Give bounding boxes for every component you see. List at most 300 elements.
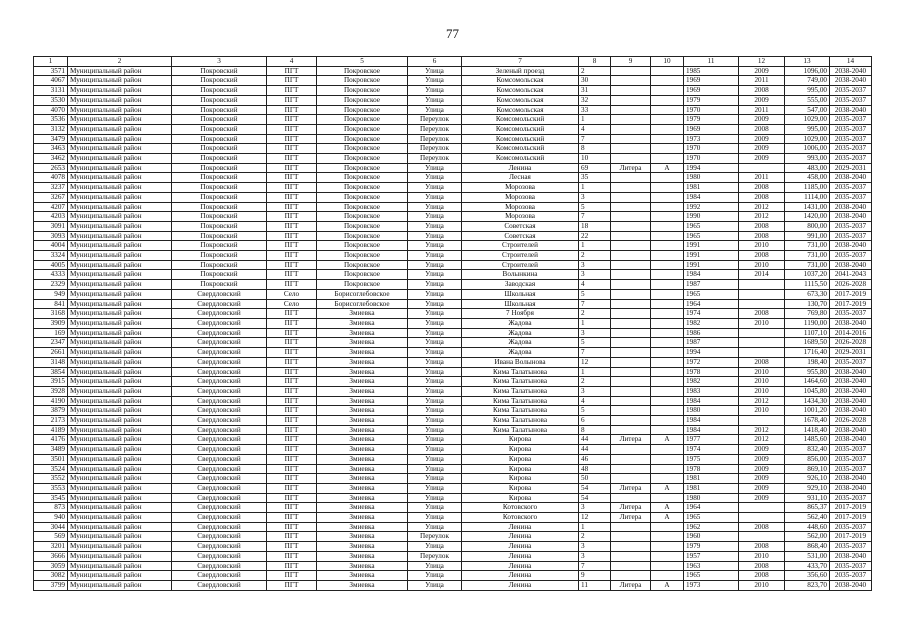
- table-row: [34, 406, 872, 416]
- table-cell: ПГТ: [267, 561, 317, 571]
- table-cell: Змиевка: [317, 580, 408, 590]
- table-cell: Муниципальный район: [68, 212, 172, 222]
- table-cell: 3552: [34, 474, 68, 484]
- table-cell: Улица: [408, 173, 462, 183]
- table-cell: [611, 86, 651, 96]
- table-cell: 823,70: [785, 580, 830, 590]
- table-cell: Муниципальный район: [68, 396, 172, 406]
- table-cell: 2653: [34, 163, 68, 173]
- table-cell: Муниципальный район: [68, 542, 172, 552]
- table-cell: А: [651, 483, 684, 493]
- table-cell: ПГТ: [267, 105, 317, 115]
- table-cell: ПГТ: [267, 406, 317, 416]
- table-cell: 5: [579, 406, 611, 416]
- table-cell: 3928: [34, 386, 68, 396]
- table-cell: 4176: [34, 435, 68, 445]
- table-cell: [651, 183, 684, 193]
- table-cell: 8: [579, 144, 611, 154]
- table-cell: ПГТ: [267, 124, 317, 134]
- table-cell: Морозова: [462, 192, 579, 202]
- table-cell: 569: [34, 532, 68, 542]
- table-cell: Кима Талатынова: [462, 396, 579, 406]
- table-cell: 2038-2040: [830, 173, 872, 183]
- table-cell: 841: [34, 299, 68, 309]
- table-cell: Муниципальный район: [68, 192, 172, 202]
- table-cell: 1969: [684, 86, 739, 96]
- table-cell: Муниципальный район: [68, 386, 172, 396]
- table-cell: [611, 260, 651, 270]
- table-cell: 1689,50: [785, 338, 830, 348]
- column-number-header: 10: [651, 57, 684, 67]
- table-cell: Жадова: [462, 328, 579, 338]
- table-cell: Переулок: [408, 154, 462, 164]
- table-cell: Змиевка: [317, 318, 408, 328]
- table-cell: 1984: [684, 270, 739, 280]
- page-number: 77: [446, 26, 459, 41]
- table-cell: 2012: [739, 202, 785, 212]
- table-cell: 2035-2037: [830, 493, 872, 503]
- table-row: [34, 115, 872, 125]
- table-cell: 2012: [739, 212, 785, 222]
- table-cell: 1678,40: [785, 416, 830, 426]
- table-cell: 2009: [739, 445, 785, 455]
- table-cell: Муниципальный район: [68, 95, 172, 105]
- table-cell: 4070: [34, 105, 68, 115]
- table-cell: Жадова: [462, 348, 579, 358]
- table-cell: Покровское: [317, 144, 408, 154]
- table-cell: 1981: [684, 483, 739, 493]
- table-cell: 1982: [684, 377, 739, 387]
- table-row: [34, 124, 872, 134]
- table-cell: Змиевка: [317, 338, 408, 348]
- table-cell: Покровское: [317, 163, 408, 173]
- table-cell: Змиевка: [317, 483, 408, 493]
- table-cell: Кирова: [462, 435, 579, 445]
- table-cell: ПГТ: [267, 86, 317, 96]
- table-cell: ПГТ: [267, 280, 317, 290]
- table-cell: Улица: [408, 338, 462, 348]
- table-cell: 1962: [684, 522, 739, 532]
- table-cell: Муниципальный район: [68, 251, 172, 261]
- table-cell: Свердловский: [172, 338, 267, 348]
- table-cell: Муниципальный район: [68, 270, 172, 280]
- table-cell: 4005: [34, 260, 68, 270]
- table-cell: [651, 522, 684, 532]
- table-cell: Свердловский: [172, 318, 267, 328]
- table-row: [34, 309, 872, 319]
- table-cell: Муниципальный район: [68, 357, 172, 367]
- table-cell: 2008: [739, 309, 785, 319]
- table-cell: Покровское: [317, 192, 408, 202]
- table-cell: [651, 309, 684, 319]
- table-cell: Муниципальный район: [68, 377, 172, 387]
- table-cell: Улица: [408, 561, 462, 571]
- table-cell: Свердловский: [172, 474, 267, 484]
- table-cell: 562,40: [785, 513, 830, 523]
- table-cell: Покровский: [172, 212, 267, 222]
- table-cell: 1984: [684, 425, 739, 435]
- table-cell: ПГТ: [267, 134, 317, 144]
- table-cell: Свердловский: [172, 454, 267, 464]
- table-cell: 2008: [739, 561, 785, 571]
- table-cell: 1: [579, 318, 611, 328]
- table-cell: Улица: [408, 435, 462, 445]
- table-cell: 1986: [684, 328, 739, 338]
- table-cell: 2010: [739, 377, 785, 387]
- table-cell: А: [651, 580, 684, 590]
- table-cell: ПГТ: [267, 542, 317, 552]
- table-cell: 2038-2040: [830, 202, 872, 212]
- table-cell: 1980: [684, 173, 739, 183]
- table-cell: Свердловский: [172, 571, 267, 581]
- table-cell: ПГТ: [267, 580, 317, 590]
- table-cell: ПГТ: [267, 163, 317, 173]
- table-cell: Свердловский: [172, 513, 267, 523]
- table-cell: 1: [579, 522, 611, 532]
- table-cell: 2038-2040: [830, 396, 872, 406]
- table-cell: Змиевка: [317, 532, 408, 542]
- table-cell: 3148: [34, 357, 68, 367]
- table-cell: Покровский: [172, 163, 267, 173]
- table-cell: 2038-2040: [830, 212, 872, 222]
- table-row: [34, 95, 872, 105]
- table-cell: Покровский: [172, 183, 267, 193]
- table-cell: [739, 503, 785, 513]
- table-cell: А: [651, 503, 684, 513]
- table-cell: 3059: [34, 561, 68, 571]
- table-cell: Муниципальный район: [68, 483, 172, 493]
- table-cell: Литера: [611, 503, 651, 513]
- table-cell: Покровский: [172, 134, 267, 144]
- table-cell: 3666: [34, 551, 68, 561]
- table-cell: [611, 551, 651, 561]
- table-cell: [651, 445, 684, 455]
- table-cell: ПГТ: [267, 318, 317, 328]
- table-cell: Свердловский: [172, 425, 267, 435]
- table-cell: 4004: [34, 241, 68, 251]
- table-cell: Улица: [408, 464, 462, 474]
- table-cell: 1984: [684, 416, 739, 426]
- table-cell: 2008: [739, 357, 785, 367]
- table-cell: Змиевка: [317, 542, 408, 552]
- table-cell: [611, 251, 651, 261]
- table-cell: 926,10: [785, 474, 830, 484]
- table-cell: Строителей: [462, 251, 579, 261]
- table-cell: Улица: [408, 309, 462, 319]
- table-row: [34, 66, 872, 76]
- table-cell: [651, 318, 684, 328]
- table-cell: 2: [579, 66, 611, 76]
- table-cell: [611, 328, 651, 338]
- table-cell: 1981: [684, 183, 739, 193]
- table-cell: 1983: [684, 386, 739, 396]
- table-cell: Муниципальный район: [68, 231, 172, 241]
- table-cell: 731,00: [785, 260, 830, 270]
- table-cell: 30: [579, 76, 611, 86]
- table-cell: Муниципальный район: [68, 328, 172, 338]
- table-cell: 2009: [739, 95, 785, 105]
- table-cell: Муниципальный район: [68, 299, 172, 309]
- table-cell: ПГТ: [267, 270, 317, 280]
- table-cell: Муниципальный район: [68, 76, 172, 86]
- table-cell: 3131: [34, 86, 68, 96]
- table-cell: 2009: [739, 144, 785, 154]
- table-cell: Кима Талатынова: [462, 386, 579, 396]
- table-cell: 50: [579, 474, 611, 484]
- table-cell: Покровское: [317, 115, 408, 125]
- table-row: [34, 348, 872, 358]
- table-cell: 483,00: [785, 163, 830, 173]
- table-cell: [611, 318, 651, 328]
- table-cell: 2038-2040: [830, 435, 872, 445]
- table-cell: 1001,20: [785, 406, 830, 416]
- table-cell: 2014: [739, 270, 785, 280]
- table-cell: 3267: [34, 192, 68, 202]
- table-cell: Покровское: [317, 66, 408, 76]
- table-cell: Улица: [408, 192, 462, 202]
- table-cell: [651, 328, 684, 338]
- table-cell: [651, 212, 684, 222]
- table-cell: Улица: [408, 580, 462, 590]
- table-cell: Змиевка: [317, 348, 408, 358]
- table-row: [34, 493, 872, 503]
- table-cell: 198,40: [785, 357, 830, 367]
- table-cell: Покровский: [172, 202, 267, 212]
- table-cell: 2038-2040: [830, 105, 872, 115]
- table-cell: Змиевка: [317, 367, 408, 377]
- table-cell: [651, 66, 684, 76]
- table-cell: Муниципальный район: [68, 318, 172, 328]
- table-cell: ПГТ: [267, 231, 317, 241]
- table-cell: 2038-2040: [830, 66, 872, 76]
- table-cell: Свердловский: [172, 532, 267, 542]
- table-cell: 2008: [739, 251, 785, 261]
- table-cell: 2017-2019: [830, 289, 872, 299]
- table-cell: 2038-2040: [830, 474, 872, 484]
- table-cell: 1: [579, 183, 611, 193]
- table-row: [34, 328, 872, 338]
- table-cell: [651, 95, 684, 105]
- table-cell: [651, 251, 684, 261]
- table-cell: Улица: [408, 367, 462, 377]
- table-row: [34, 377, 872, 387]
- table-cell: Змиевка: [317, 513, 408, 523]
- table-cell: Улица: [408, 231, 462, 241]
- table-cell: 8: [579, 425, 611, 435]
- table-cell: 1464,60: [785, 377, 830, 387]
- table-cell: Улица: [408, 76, 462, 86]
- table-cell: Покровский: [172, 241, 267, 251]
- table-cell: Змиевка: [317, 386, 408, 396]
- table-cell: 931,10: [785, 493, 830, 503]
- table-cell: [739, 532, 785, 542]
- table-cell: Улица: [408, 348, 462, 358]
- table-cell: ПГТ: [267, 144, 317, 154]
- table-cell: 69: [579, 163, 611, 173]
- table-cell: Улица: [408, 474, 462, 484]
- table-cell: [651, 144, 684, 154]
- column-number-header: 3: [172, 57, 267, 67]
- table-row: [34, 280, 872, 290]
- table-cell: Муниципальный район: [68, 464, 172, 474]
- table-cell: Муниципальный район: [68, 289, 172, 299]
- table-cell: 433,70: [785, 561, 830, 571]
- table-cell: Свердловский: [172, 348, 267, 358]
- table-cell: Свердловский: [172, 377, 267, 387]
- table-cell: 458,00: [785, 173, 830, 183]
- table-cell: [739, 280, 785, 290]
- table-cell: ПГТ: [267, 66, 317, 76]
- table-cell: 2035-2037: [830, 464, 872, 474]
- table-cell: Покровский: [172, 95, 267, 105]
- table-cell: Улица: [408, 328, 462, 338]
- table-cell: Комсомольская: [462, 105, 579, 115]
- table-cell: 1978: [684, 367, 739, 377]
- table-cell: Свердловский: [172, 503, 267, 513]
- table-cell: [651, 241, 684, 251]
- table-cell: Муниципальный район: [68, 406, 172, 416]
- table-row: [34, 357, 872, 367]
- table-cell: [611, 221, 651, 231]
- table-cell: [651, 231, 684, 241]
- table-cell: Улица: [408, 396, 462, 406]
- table-cell: 1973: [684, 134, 739, 144]
- table-cell: 2: [579, 251, 611, 261]
- table-cell: Кирова: [462, 493, 579, 503]
- table-cell: Улица: [408, 95, 462, 105]
- table-cell: ПГТ: [267, 416, 317, 426]
- table-cell: Змиевка: [317, 464, 408, 474]
- table-cell: Муниципальный район: [68, 503, 172, 513]
- table-cell: 1973: [684, 580, 739, 590]
- table-cell: 3044: [34, 522, 68, 532]
- table-row: [34, 231, 872, 241]
- table-cell: 2008: [739, 86, 785, 96]
- table-cell: 1975: [684, 454, 739, 464]
- table-cell: [651, 76, 684, 86]
- table-cell: 46: [579, 454, 611, 464]
- table-cell: [611, 134, 651, 144]
- table-cell: 1965: [684, 231, 739, 241]
- table-cell: [611, 542, 651, 552]
- table-cell: 1431,00: [785, 202, 830, 212]
- table-cell: Муниципальный район: [68, 124, 172, 134]
- table-cell: ПГТ: [267, 503, 317, 513]
- table-cell: Улица: [408, 299, 462, 309]
- table-cell: 2010: [739, 580, 785, 590]
- table-cell: 5: [579, 289, 611, 299]
- table-cell: Змиевка: [317, 551, 408, 561]
- table-cell: [739, 328, 785, 338]
- table-cell: 32: [579, 95, 611, 105]
- table-cell: Змиевка: [317, 474, 408, 484]
- table-cell: 2011: [739, 105, 785, 115]
- table-cell: 2035-2037: [830, 115, 872, 125]
- table-cell: Комсомольский: [462, 134, 579, 144]
- table-cell: 1974: [684, 309, 739, 319]
- table-cell: [651, 289, 684, 299]
- table-cell: [651, 280, 684, 290]
- table-cell: Литера: [611, 513, 651, 523]
- table-cell: [611, 280, 651, 290]
- table-cell: [611, 105, 651, 115]
- table-cell: [651, 192, 684, 202]
- table-cell: ПГТ: [267, 474, 317, 484]
- table-cell: Литера: [611, 580, 651, 590]
- table-cell: 2011: [739, 173, 785, 183]
- table-cell: [611, 357, 651, 367]
- table-cell: 2: [579, 377, 611, 387]
- table-cell: Комсомольская: [462, 76, 579, 86]
- table-cell: 2008: [739, 183, 785, 193]
- table-cell: 2035-2037: [830, 154, 872, 164]
- table-cell: ПГТ: [267, 493, 317, 503]
- table-cell: Змиевка: [317, 503, 408, 513]
- table-cell: 1969: [684, 76, 739, 86]
- table-cell: ПГТ: [267, 454, 317, 464]
- table-cell: 1969: [684, 124, 739, 134]
- table-cell: [651, 115, 684, 125]
- table-cell: Покровский: [172, 221, 267, 231]
- table-cell: Переулок: [408, 134, 462, 144]
- table-cell: Ленина: [462, 532, 579, 542]
- table-cell: [611, 493, 651, 503]
- table-cell: Покровское: [317, 134, 408, 144]
- table-cell: 2035-2037: [830, 561, 872, 571]
- table-cell: 731,00: [785, 241, 830, 251]
- table-cell: Муниципальный район: [68, 173, 172, 183]
- table-cell: [611, 212, 651, 222]
- table-cell: 1965: [684, 571, 739, 581]
- table-row: [34, 396, 872, 406]
- table-cell: 11: [579, 580, 611, 590]
- table-cell: [651, 105, 684, 115]
- table-cell: 856,00: [785, 454, 830, 464]
- table-cell: Свердловский: [172, 580, 267, 590]
- table-cell: 1979: [684, 95, 739, 105]
- table-cell: [611, 464, 651, 474]
- table-cell: [611, 241, 651, 251]
- table-cell: [651, 561, 684, 571]
- table-cell: Свердловский: [172, 561, 267, 571]
- table-row: [34, 144, 872, 154]
- table-cell: Покровское: [317, 221, 408, 231]
- table-cell: Ленина: [462, 551, 579, 561]
- table-cell: Муниципальный район: [68, 435, 172, 445]
- table-cell: 1420,00: [785, 212, 830, 222]
- table-row: [34, 513, 872, 523]
- table-cell: 2008: [739, 571, 785, 581]
- table-cell: [611, 454, 651, 464]
- table-cell: Муниципальный район: [68, 154, 172, 164]
- table-cell: 169: [34, 328, 68, 338]
- table-cell: 4190: [34, 396, 68, 406]
- table-cell: ПГТ: [267, 115, 317, 125]
- table-cell: 2010: [739, 406, 785, 416]
- table-cell: 2038-2040: [830, 551, 872, 561]
- table-row: [34, 561, 872, 571]
- table-row: [34, 289, 872, 299]
- table-cell: Свердловский: [172, 396, 267, 406]
- table-cell: 3132: [34, 124, 68, 134]
- table-cell: 3553: [34, 483, 68, 493]
- table-cell: Комсомольский: [462, 124, 579, 134]
- table-cell: 448,60: [785, 522, 830, 532]
- table-cell: Покровское: [317, 270, 408, 280]
- table-cell: 800,00: [785, 221, 830, 231]
- table-cell: Муниципальный район: [68, 338, 172, 348]
- table-cell: Покровский: [172, 260, 267, 270]
